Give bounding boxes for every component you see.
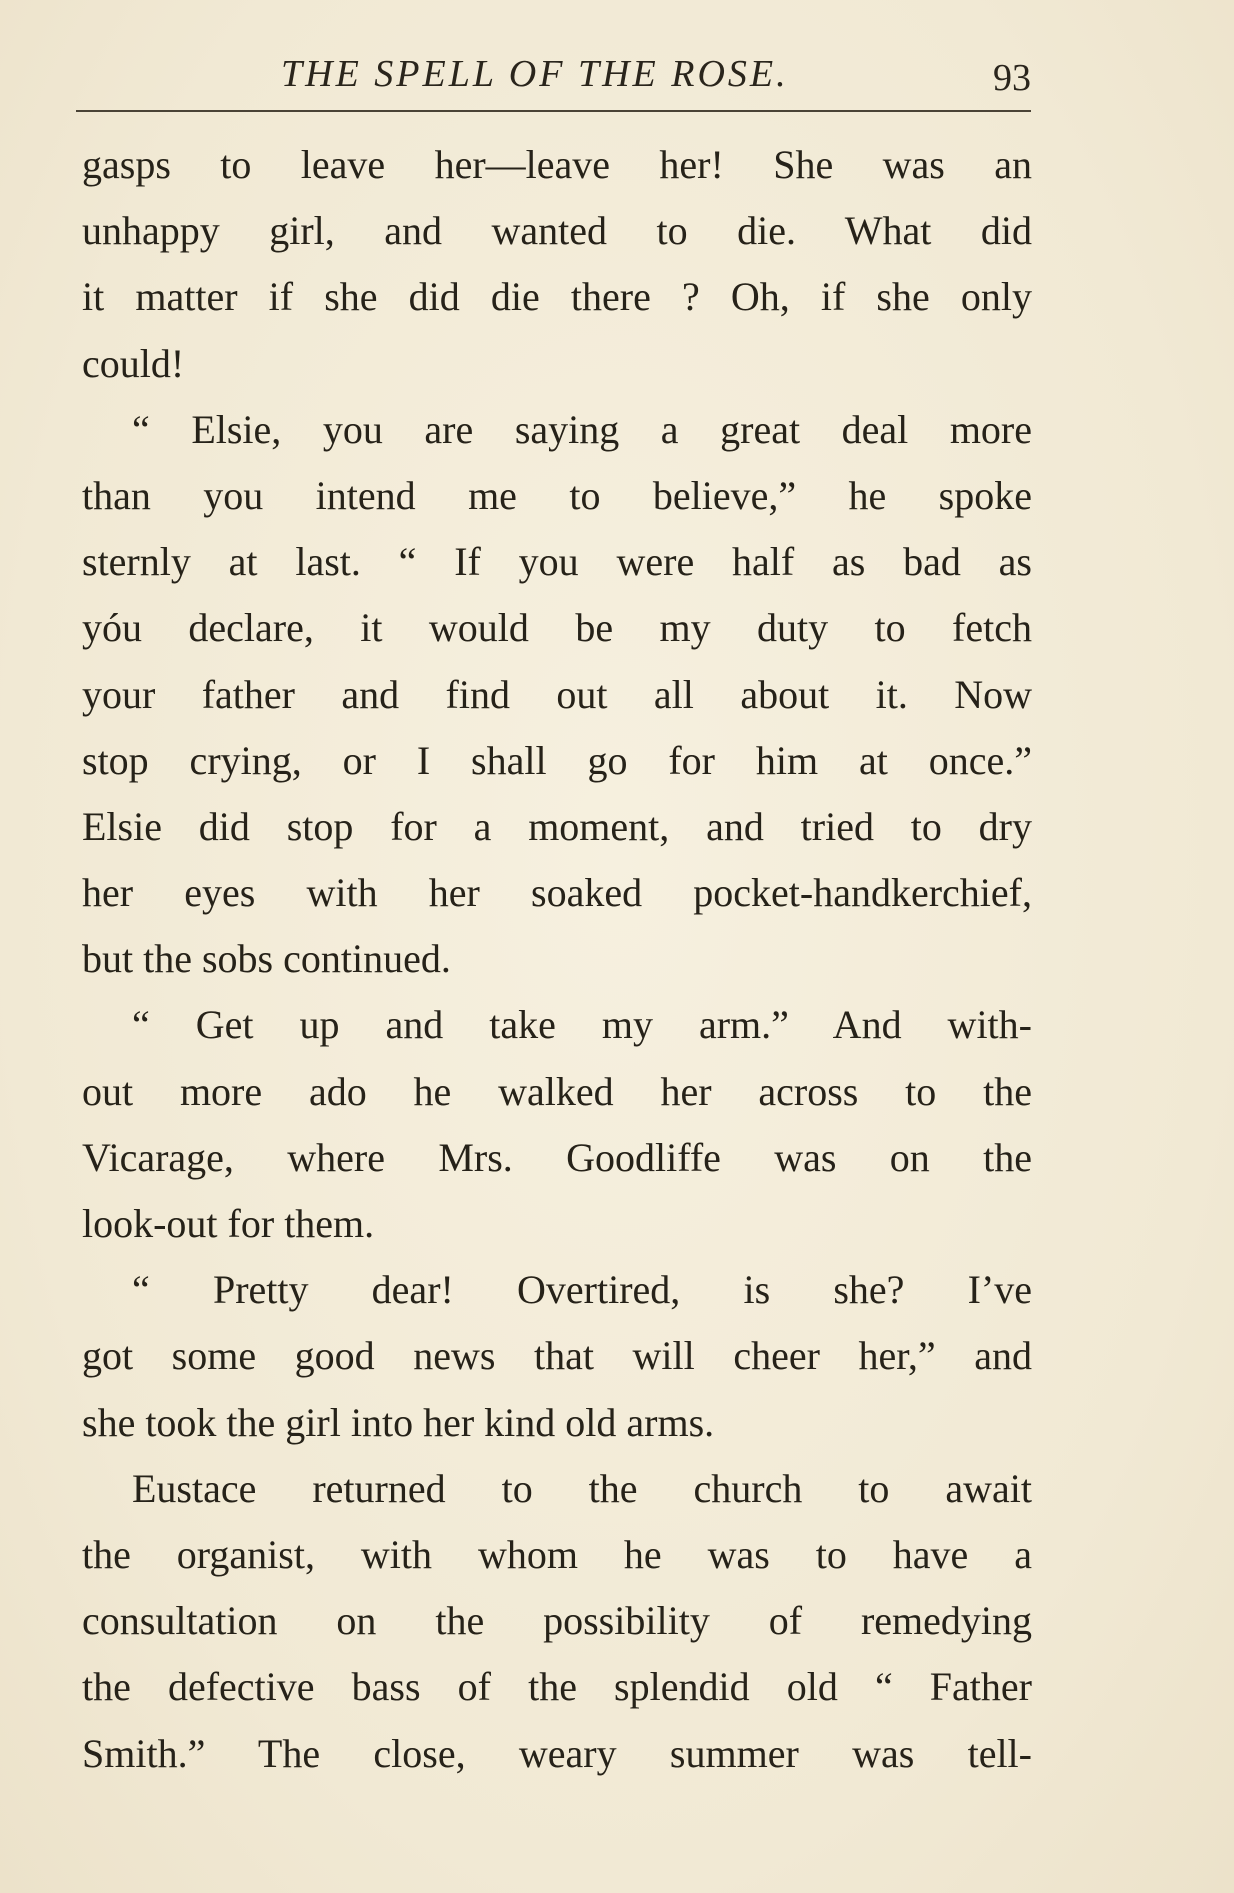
- text-line: “ Pretty dear! Overtired, is she? I’ve: [132, 1267, 1032, 1313]
- text-line: sternly at last. “ If you were half as bad as: [82, 539, 1032, 585]
- text-line: than you intend me to believe,” he spoke: [82, 472, 1032, 518]
- text-line: gasps to leave her—leave her! She was an: [82, 142, 1032, 187]
- text-line: Smith.” The close, weary summer was tell-: [82, 1730, 1032, 1776]
- text-line: the organist, with whom he was to have a: [82, 1531, 1032, 1577]
- text-line: stop crying, or I shall go for him at once.”: [82, 737, 1032, 783]
- text-line: got some good news that will cheer her,” and: [82, 1333, 1032, 1379]
- text-line: she took the girl into her kind old arms.: [82, 1399, 715, 1445]
- text-line: could!: [82, 340, 185, 386]
- text-line: “ Elsie, you are saying a great deal more: [132, 406, 1032, 452]
- body-text: [82, 132, 1032, 1787]
- text-line: the defective bass of the splendid old “ Father: [82, 1664, 1032, 1710]
- text-line: but the sobs continued.: [82, 936, 451, 982]
- text-line: it matter if she did die there ? Oh, if she only: [82, 274, 1032, 320]
- text-line: Vicarage, where Mrs. Goodliffe was on the: [82, 1134, 1032, 1180]
- running-head: [76, 46, 1031, 106]
- text-line: “ Get up and take my arm.” And with-: [132, 1002, 1032, 1048]
- text-line: Elsie did stop for a moment, and tried to dry: [82, 803, 1032, 849]
- text-line: yóu declare, it would be my duty to fetch: [82, 605, 1032, 651]
- running-title: THE SPELL OF THE ROSE.: [281, 53, 789, 95]
- text-line: her eyes with her soaked pocket-handkerchief,: [82, 870, 1032, 916]
- header-rule: [76, 110, 1031, 112]
- text-line: Eustace returned to the church to await: [132, 1465, 1032, 1511]
- text-line: look-out for them.: [82, 1201, 375, 1246]
- page-number: 93: [993, 57, 1031, 99]
- text-line: unhappy girl, and wanted to die. What did: [82, 208, 1032, 254]
- text-line: out more ado he walked her across to the: [82, 1068, 1032, 1114]
- text-line: your father and find out all about it. Now: [82, 671, 1032, 717]
- text-line: consultation on the possibility of remedying: [82, 1598, 1032, 1644]
